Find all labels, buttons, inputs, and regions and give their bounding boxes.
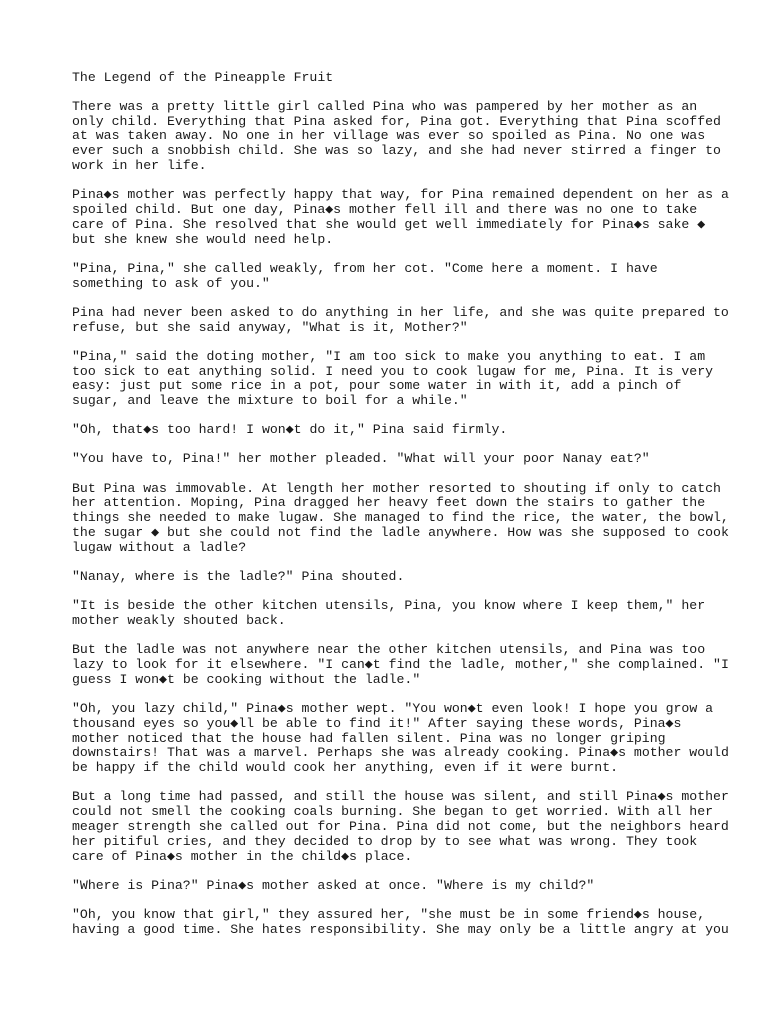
- text-line: only child. Everything that Pina asked for, Pina got. Everything that Pina scoffed: [72, 113, 721, 129]
- text-line: "Oh, that◆s too hard! I won◆t do it," Pina said firmly.: [72, 422, 508, 438]
- document-title: The Legend of the Pineapple Fruit: [72, 70, 334, 85]
- text-line: ever such a snobbish child. She was so lazy, and she had never stirred a finger to: [72, 143, 721, 159]
- paragraph: [72, 570, 712, 585]
- paragraph: [72, 480, 729, 556]
- text-line: lugaw without a ladle?: [72, 539, 247, 555]
- text-line: could not smell the cooking coals burning. She began to get worried. With all her: [72, 804, 714, 820]
- paragraph: [72, 642, 729, 687]
- text-line: refuse, but she said anyway, "What is it, Mother?": [72, 319, 468, 335]
- paragraph: [72, 789, 729, 864]
- paragraph: [72, 187, 729, 247]
- text-line: There was a pretty little girl called Pina who was pampered by her mother as an: [72, 98, 698, 114]
- text-line: work in her life.: [72, 157, 207, 173]
- text-line: at was taken away. No one in her village was ever so spoiled as Pina. No one was: [72, 128, 706, 144]
- paragraph: [72, 423, 712, 438]
- paragraph: [72, 879, 712, 894]
- paragraph: [72, 262, 712, 292]
- text-line: easy: just put some rice in a pot, pour some water in with it, add a pinch of: [72, 378, 682, 394]
- paragraph: [72, 98, 721, 174]
- paragraph: [72, 452, 712, 467]
- document-page: [72, 70, 729, 952]
- text-line: downstairs! That was a marvel. Perhaps she was already cooking. Pina◆s mother would: [72, 745, 729, 761]
- text-line: Pina had never been asked to do anything in her life, and she was quite prepared to: [72, 304, 729, 320]
- text-line: having a good time. She hates responsibility. She may only be a little angry at you: [72, 921, 729, 937]
- text-line: Pina◆s mother was perfectly happy that way, for Pina remained dependent on her as a: [72, 187, 729, 203]
- text-line: But the ladle was not anywhere near the other kitchen utensils, and Pina was too: [72, 642, 706, 658]
- text-line: "Pina," said the doting mother, "I am too sick to make you anything to eat. I am: [72, 348, 706, 364]
- paragraph: [72, 906, 729, 938]
- text-line: "You have to, Pina!" her mother pleaded. "What will your poor Nanay eat?": [72, 451, 650, 467]
- text-line: the sugar ◆ but she could not find the ladle anywhere. How was she supposed to cook: [72, 525, 729, 541]
- text-line: mother weakly shouted back.: [72, 613, 286, 629]
- text-line: thousand eyes so you◆ll be able to find it!" After saying these words, Pina◆s: [72, 715, 682, 731]
- text-line: But a long time had passed, and still the house was silent, and still Pina◆s mother: [72, 789, 729, 805]
- text-line: "Nanay, where is the ladle?" Pina shouted.: [72, 569, 405, 585]
- paragraph: [72, 701, 729, 776]
- text-line: mother noticed that the house had fallen silent. Pina was no longer griping: [72, 730, 666, 746]
- text-line: her pitiful cries, and they decided to drop by to see what was wrong. They took: [72, 833, 698, 849]
- text-line: care of Pina. She resolved that she would get well immediately for Pina◆s sake ◆: [72, 216, 706, 232]
- text-line: "It is beside the other kitchen utensils, Pina, you know where I keep them," her: [72, 598, 706, 614]
- text-line: but she knew she would need help.: [72, 231, 334, 247]
- text-line: lazy to look for it elsewhere. "I can◆t find the ladle, mother," she complained. "I: [72, 657, 729, 673]
- text-line: too sick to eat anything solid. I need you to cook lugaw for me, Pina. It is very: [72, 363, 714, 379]
- text-line: things she needed to make lugaw. She managed to find the rice, the water, the bowl,: [72, 510, 729, 526]
- text-line: "Where is Pina?" Pina◆s mother asked at once. "Where is my child?": [72, 877, 595, 893]
- text-line: sugar, and leave the mixture to boil for a while.": [72, 393, 468, 409]
- text-line: guess I won◆t be cooking without the ladle.": [72, 671, 421, 687]
- text-line: something to ask of you.": [72, 275, 270, 291]
- text-line: "Oh, you lazy child," Pina◆s mother wept. "You won◆t even look! I hope you grow a: [72, 701, 714, 716]
- text-line: meager strength she called out for Pina. Pina did not come, but the neighbors heard: [72, 818, 729, 834]
- text-line: be happy if the child would cook her anything, even if it were burnt.: [72, 760, 619, 776]
- text-line: care of Pina◆s mother in the child◆s place.: [72, 848, 413, 864]
- text-line: "Oh, you know that girl," they assured her, "she must be in some friend◆s house,: [72, 906, 706, 922]
- text-line: her attention. Moping, Pina dragged her heavy feet down the stairs to gather the: [72, 495, 706, 511]
- text-line: "Pina, Pina," she called weakly, from her cot. "Come here a moment. I have: [72, 260, 658, 276]
- text-line: spoiled child. But one day, Pina◆s mother fell ill and there was no one to take: [72, 201, 698, 217]
- paragraph: [72, 599, 712, 629]
- paragraph: [72, 350, 712, 409]
- paragraph: [72, 304, 729, 336]
- text-line: But Pina was immovable. At length her mother resorted to shouting if only to catch: [72, 480, 721, 496]
- document-body: [72, 98, 729, 938]
